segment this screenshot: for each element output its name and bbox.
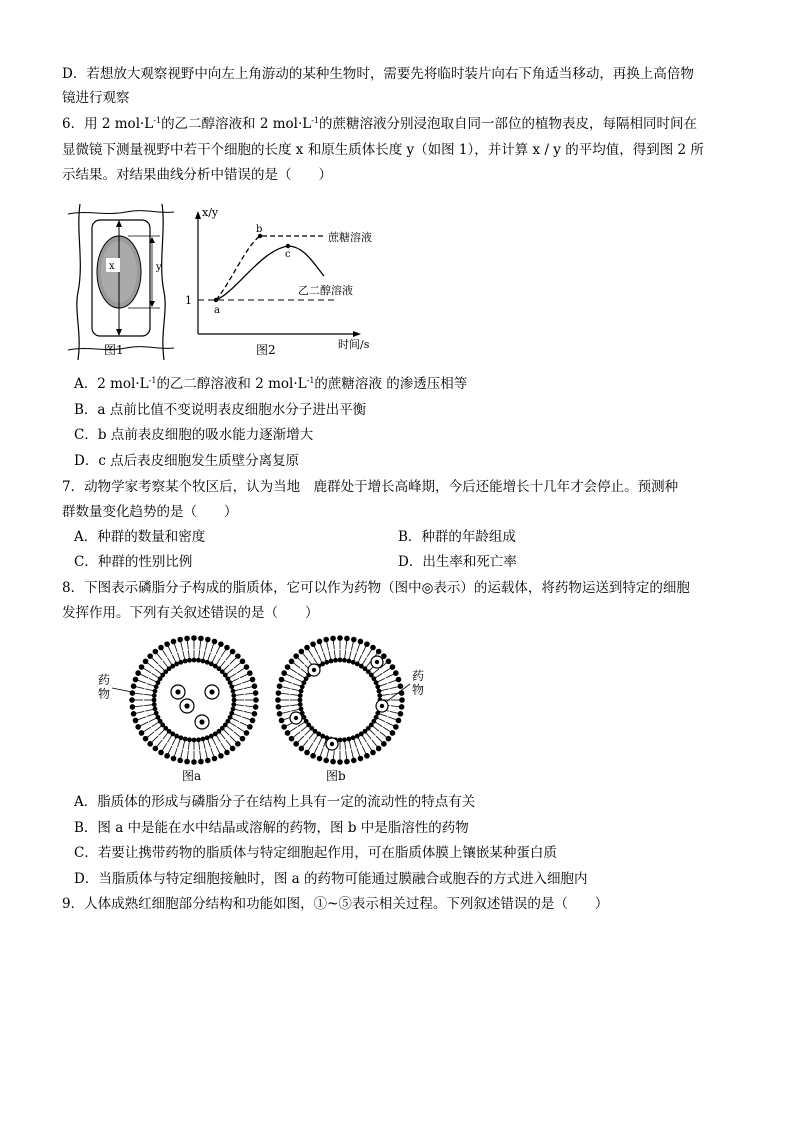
q6-option-a-text-c: 的蔗糖溶液 的渗透压相等: [314, 376, 468, 392]
q6-figure1-caption: 图1: [104, 343, 124, 357]
fig1-label-x: x: [109, 261, 115, 272]
drug-label-b-char1: 药: [412, 669, 425, 683]
q6-option-a-text-a: A．2 mol·L: [74, 376, 149, 392]
q6-option-a: [74, 374, 467, 394]
q8-option-c: C．若要让携带药物的脂质体与特定细胞起作用，可在脂质体膜上镶嵌某种蛋白质: [74, 845, 557, 861]
chart-y-label: x/y: [202, 206, 219, 219]
q9-stem-line1: 9．人体成熟红细胞部分结构和功能如图，①~⑤表示相关过程。下列叙述错误的是（ ）: [62, 896, 609, 912]
q6-option-a-sup-2: -1: [306, 376, 315, 385]
q6-option-c: C．b 点前表皮细胞的吸水能力逐渐增大: [74, 427, 314, 443]
q7-option-a: A．种群的数量和密度: [74, 529, 206, 545]
point-c: [286, 244, 290, 248]
drug-a-1: [171, 685, 185, 699]
q6-option-a-text-b: 的乙二醇溶液和 2 mol·L: [156, 376, 307, 392]
fig1-label-y: y: [156, 262, 162, 273]
point-a: [214, 298, 218, 302]
q6-stem-line3: 示结果。对结果曲线分析中错误的是（ ）: [62, 167, 332, 183]
ratio-chart: [176, 202, 396, 350]
q7-option-d: D．出生率和死亡率: [398, 554, 517, 570]
q8-stem-line1: 8．下图表示磷脂分子构成的脂质体，它可以作为药物（图中◎表示）的运载体，将药物运送到特定的细胞: [62, 580, 690, 596]
q6-stem-text-b: 的乙二醇溶液和 2 mol·L: [161, 116, 312, 132]
drug-a-3: [180, 699, 194, 713]
q8-liposome-figure: [90, 628, 460, 788]
q7-option-b: B．种群的年龄组成: [398, 529, 516, 545]
drug-label-a-char1: 药: [98, 673, 111, 687]
drug-label-b-char2: 物: [412, 683, 425, 697]
liposome-b: [275, 635, 405, 765]
q5-option-d-line2: 镜进行观察: [62, 90, 130, 106]
q7-stem-line2: 群数量变化趋势的是（ ）: [62, 504, 238, 520]
q8-option-b: B．图 a 中是能在水中结晶或溶解的药物，图 b 中是脂溶性的药物: [74, 820, 469, 836]
liposome-a: [129, 635, 259, 765]
plant-cell-diagram: [66, 202, 176, 362]
q6-stem-text-c: 的蔗糖溶液分别浸泡取自同一部位的植物表皮，每隔相同时间在: [319, 116, 698, 132]
point-c-label: c: [285, 249, 291, 260]
q6-stem-line1: [62, 114, 697, 134]
q6-stem-text-a: 6．用 2 mol·L: [62, 116, 154, 132]
liposome-diagram: [90, 628, 460, 788]
drug-b-1: [308, 664, 320, 676]
q6-figure2: [176, 202, 396, 350]
q6-stem-line2: 显微镜下测量视野中若干个细胞的长度 x 和原生质体长度 y（如图 1），并计算 x / y 的平均值，得到图 2 所: [62, 142, 704, 158]
q8-stem-line2: 发挥作用。下列有关叙述错误的是（ ）: [62, 605, 319, 621]
chart-x-label: 时间/s: [338, 338, 370, 350]
drug-b-3: [290, 712, 302, 724]
drug-a-4: [195, 715, 209, 729]
q6-stem-sup-2: -1: [311, 116, 320, 125]
drug-b-2: [371, 656, 383, 668]
point-a-label: a: [214, 305, 220, 316]
q7-option-c: C．种群的性别比例: [74, 554, 193, 570]
drug-label-a-char2: 物: [98, 687, 111, 701]
caption-fig-a: 图a: [182, 769, 202, 783]
q6-figure2-caption: 图2: [256, 343, 276, 357]
point-b-label: b: [256, 224, 263, 235]
drug-b-5: [326, 738, 338, 750]
q5-option-d-line1: D．若想放大观察视野中向左上角游动的某种生物时，需要先将临时装片向右下角适当移动，再换上高倍物: [62, 66, 694, 82]
q8-option-a: A．脂质体的形成与磷脂分子在结构上具有一定的流动性的特点有关: [74, 794, 476, 810]
q6-stem-sup-1: -1: [153, 116, 162, 125]
chart-y-tick-1: 1: [185, 294, 192, 307]
q6-figure1: [66, 202, 176, 362]
q6-option-a-sup-1: -1: [148, 376, 157, 385]
caption-fig-b: 图b: [326, 769, 346, 783]
q6-option-b: B．a 点前比值不变说明表皮细胞水分子进出平衡: [74, 402, 367, 418]
q6-option-d: D．c 点后表皮细胞发生质壁分离复原: [74, 453, 300, 469]
q7-stem-line1: 7．动物学家考察某个牧区后，认为当地 鹿群处于增长高峰期，今后还能增长十几年才会停止。预测种: [62, 479, 679, 495]
drug-a-2: [205, 685, 219, 699]
glycol-legend: 乙二醇溶液: [298, 284, 353, 297]
sucrose-legend: 蔗糖溶液: [328, 231, 372, 244]
q8-option-d: D．当脂质体与特定细胞接触时，图 a 的药物可能通过膜融合或胞吞的方式进入细胞内: [74, 871, 588, 887]
